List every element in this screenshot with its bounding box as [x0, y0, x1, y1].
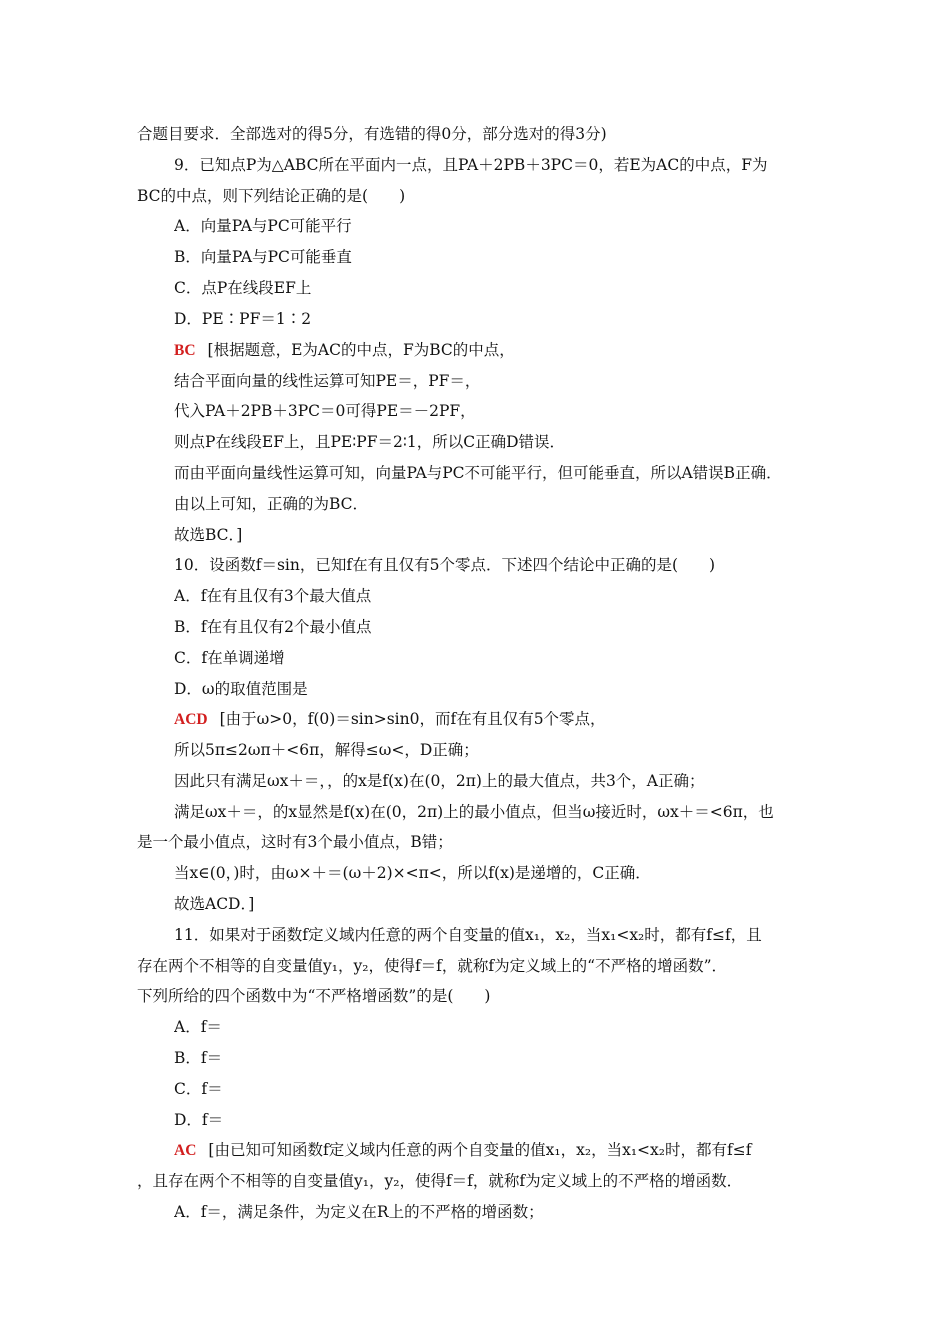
solution-line: 满足ωx＋＝，的x显然是f(x)在(0，2π)上的最小值点，但当ω接近时，ωx＋＝<6π，也 [174, 803, 774, 821]
option-b: B．f在有且仅有2个最小值点 [174, 618, 372, 636]
solution-line: AC [由已知可知函数f定义域内任意的两个自变量的值x₁，x₂，当x₁<x₂时，都有f≤f [174, 1141, 752, 1159]
option-d: D．PE∶PF＝1∶2 [174, 310, 312, 328]
option-d: D．f＝ [174, 1111, 224, 1129]
answer-label: AC [174, 1142, 197, 1159]
question-11-stem-cont: 下列所给的四个函数中为“不严格增函数”的是( ) [137, 987, 491, 1005]
solution-line: ACD [由于ω>0，f(0)＝sin>sin0，而f在有且仅有5个零点， [174, 710, 606, 728]
option-a: A．f＝ [174, 1018, 222, 1036]
option-c: C．点P在线段EF上 [174, 279, 312, 297]
question-11-stem-cont: 存在两个不相等的自变量值y₁，y₂，使得f＝f，就称f为定义域上的“不严格的增函数”． [137, 957, 728, 975]
text-line: 合题目要求．全部选对的得5分，有选错的得0分，部分选对的得3分) [137, 125, 607, 143]
solution-line: 所以5π≤2ωπ＋<6π，解得≤ω<，D正确； [174, 741, 479, 759]
solution-line: 由以上可知，正确的为BC． [174, 495, 369, 513]
solution-line: 当x∈(0，)时，由ω×＋＝(ω＋2)×<π<，所以f(x)是递增的，C正确． [174, 864, 651, 882]
option-d: D．ω的取值范围是 [174, 680, 308, 698]
solution-line: 代入PA＋2PB＋3PC＝0可得PE＝－2PF， [174, 402, 476, 420]
question-11-stem: 11．如果对于函数f定义域内任意的两个自变量的值x₁，x₂，当x₁<x₂时，都有f≤f，且 [174, 926, 762, 944]
answer-label: ACD [174, 711, 208, 728]
question-9-stem: 9．已知点P为△ABC所在平面内一点，且PA＋2PB＋3PC＝0，若E为AC的中点，F为 [174, 156, 768, 174]
solution-line: 故选BC．] [174, 526, 243, 544]
solution-line: 而由平面向量线性运算可知，向量PA与PC不可能平行，但可能垂直，所以A错误B正确． [174, 464, 782, 482]
solution-line: 故选ACD．] [174, 895, 255, 913]
question-10-stem: 10．设函数f＝sin，已知f在有且仅有5个零点．下述四个结论中正确的是( ) [174, 556, 716, 574]
option-a: A．f在有且仅有3个最大值点 [174, 587, 372, 605]
solution-line: 是一个最小值点，这时有3个最小值点，B错； [137, 833, 453, 851]
answer-label: BC [174, 342, 196, 359]
option-c: C．f＝ [174, 1080, 223, 1098]
question-9-stem-cont: BC的中点，则下列结论正确的是( ) [137, 187, 406, 205]
solution-line: 结合平面向量的线性运算可知PE＝，PF＝， [174, 372, 481, 390]
option-b: B．向量PA与PC可能垂直 [174, 248, 352, 266]
solution-line: 则点P在线段EF上，且PE∶PF＝2∶1，所以C正确D错误． [174, 433, 566, 451]
option-b: B．f＝ [174, 1049, 223, 1067]
option-c: C．f在单调递增 [174, 649, 285, 667]
solution-line: BC [根据题意，E为AC的中点，F为BC的中点， [174, 341, 515, 359]
solution-line: A．f＝，满足条件，为定义在R上的不严格的增函数； [174, 1203, 544, 1221]
option-a: A．向量PA与PC可能平行 [174, 217, 352, 235]
solution-line: 因此只有满足ωx＋＝，，的x是f(x)在(0，2π)上的最大值点，共3个，A正确； [174, 772, 705, 790]
solution-line: ，且存在两个不相等的自变量值y₁，y₂，使得f＝f，就称f为定义域上的不严格的增函数． [137, 1172, 743, 1190]
